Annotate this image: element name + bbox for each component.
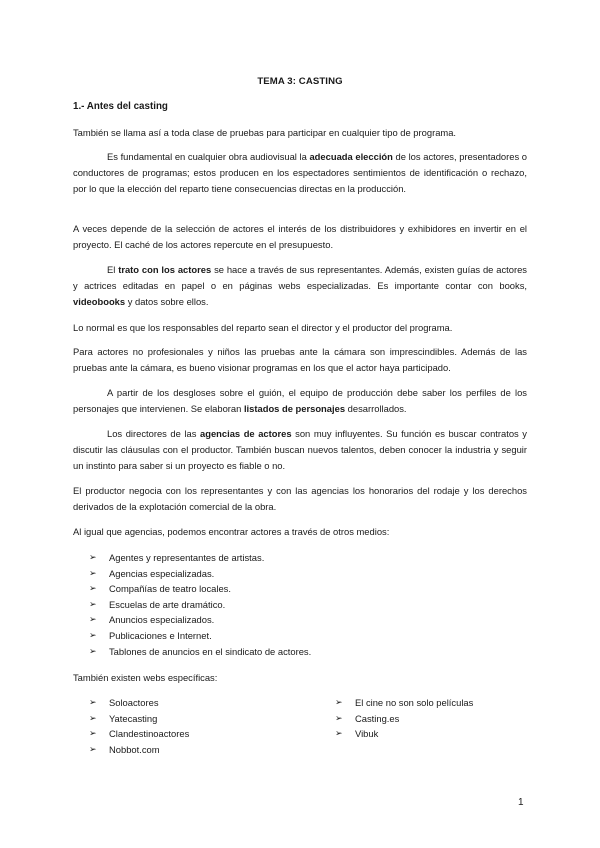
arrow-bullet-icon: ➢ bbox=[89, 743, 97, 754]
section-heading: 1.- Antes del casting bbox=[73, 101, 168, 112]
list-item: ➢ Agentes y representantes de artistas. bbox=[89, 550, 311, 566]
web-list-right bbox=[335, 695, 473, 742]
list-item: ➢ Nobbot.com bbox=[89, 742, 189, 758]
paragraph-7: A partir de los desgloses sobre el guión, el equipo de producción debe saber los perfiles de los personajes que intervienen. Se elaboran listados de personajes desarrollados. bbox=[73, 387, 527, 414]
list-item: ➢ Agencias especializadas. bbox=[89, 566, 311, 582]
page-number: 1 bbox=[518, 797, 524, 808]
arrow-bullet-icon: ➢ bbox=[89, 552, 97, 562]
list-item: ➢ Compañías de teatro locales. bbox=[89, 581, 311, 597]
paragraph-9: El productor negocia con los representantes y con las agencias los honorarios del rodaje y los derechos derivados de la explotación comercial de la obra. bbox=[73, 485, 527, 512]
list-item: ➢ Vibuk bbox=[335, 726, 473, 742]
paragraph-6: Para actores no profesionales y niños las pruebas ante la cámara son imprescindibles. Además de las pruebas ante la cámara, es bueno visionar programas en los que el actor haya participado. bbox=[73, 346, 527, 373]
paragraph-4: El trato con los actores se hace a través de sus representantes. Además, existen guías de actores y actrices editadas en papel o en páginas webs especializadas. Es importante contar con books, videobooks y datos sobre ellos. bbox=[73, 264, 527, 307]
list-item: ➢ Escuelas de arte dramático. bbox=[89, 597, 311, 613]
list-item: ➢ Tablones de anuncios en el sindicato de actores. bbox=[89, 644, 311, 660]
list-item: ➢ Soloactores bbox=[89, 695, 189, 711]
list-item: ➢ Anuncios especializados. bbox=[89, 612, 311, 628]
list-item: ➢ El cine no son solo películas bbox=[335, 695, 473, 711]
bold-phrase: listados de personajes bbox=[243, 403, 346, 414]
arrow-bullet-icon: ➢ bbox=[89, 697, 97, 707]
paragraph-5: Lo normal es que los responsables del reparto sean el director y el productor del programa. bbox=[73, 322, 453, 333]
arrow-bullet-icon: ➢ bbox=[89, 629, 97, 640]
bold-phrase: videobooks bbox=[73, 296, 126, 307]
web-list-left bbox=[89, 695, 189, 757]
list-item: ➢ Casting.es bbox=[335, 711, 473, 727]
paragraph-8: Los directores de las agencias de actores son muy influyentes. Su función es buscar contratos y discutir las cláusulas con el productor. También buscan nuevos talentos, deben conocer la industria y seguir un instinto para saber si un proyecto es fiable o no. bbox=[73, 428, 527, 471]
list-item: ➢ Yatecasting bbox=[89, 711, 189, 727]
page-title: TEMA 3: CASTING bbox=[257, 76, 343, 87]
paragraph-10: Al igual que agencias, podemos encontrar actores a través de otros medios: bbox=[73, 526, 390, 537]
arrow-bullet-icon: ➢ bbox=[89, 728, 97, 739]
media-list bbox=[89, 550, 311, 659]
arrow-bullet-icon: ➢ bbox=[89, 645, 97, 656]
arrow-bullet-icon: ➢ bbox=[89, 614, 97, 625]
list-item: ➢ Publicaciones e Internet. bbox=[89, 628, 311, 644]
arrow-bullet-icon: ➢ bbox=[335, 712, 343, 723]
arrow-bullet-icon: ➢ bbox=[89, 567, 97, 578]
list-item: ➢ Clandestinoactores bbox=[89, 726, 189, 742]
bold-phrase: agencias de actores bbox=[200, 428, 292, 439]
arrow-bullet-icon: ➢ bbox=[89, 598, 97, 609]
paragraph-1: También se llama así a toda clase de pruebas para participar en cualquier tipo de programa. bbox=[73, 127, 457, 138]
paragraph-3: A veces depende de la selección de actores el interés de los distribuidores y exhibidores en invertir en el proyecto. El caché de los actores repercute en el presupuesto. bbox=[73, 223, 527, 250]
arrow-bullet-icon: ➢ bbox=[335, 697, 343, 707]
paragraph-11: También existen webs específicas: bbox=[73, 672, 218, 683]
arrow-bullet-icon: ➢ bbox=[89, 712, 97, 723]
paragraph-2: Es fundamental en cualquier obra audiovisual la adecuada elección de los actores, presentadores o conductores de programas; estos producen en los espectadores sentimientos de identificación o rechazo, por lo que la elección del reparto tiene consecuencias directas en la producción. bbox=[73, 151, 528, 194]
bold-phrase: adecuada elección bbox=[309, 151, 393, 162]
bold-phrase: trato con los actores bbox=[118, 264, 212, 275]
arrow-bullet-icon: ➢ bbox=[89, 583, 97, 594]
arrow-bullet-icon: ➢ bbox=[335, 728, 343, 739]
